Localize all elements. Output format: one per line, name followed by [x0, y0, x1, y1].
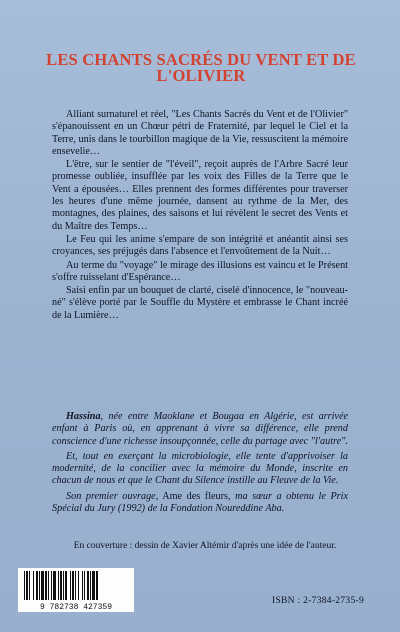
barcode-bar — [84, 571, 85, 600]
blurb — [52, 109, 348, 323]
barcode-bar — [24, 571, 25, 600]
blurb-paragraph: Saisi enfin par un bouquet de clarté, ciselé d'innocence, le "nouveau-né" s'élève porté par le Souffle du Mystère et embrasse le Chant incréé de la Lumière… — [52, 285, 348, 321]
bio-paragraph — [52, 411, 348, 448]
barcode-bar — [72, 571, 74, 600]
barcode-bar — [51, 571, 52, 600]
barcode-bar — [90, 571, 91, 600]
barcode-bar — [33, 571, 34, 600]
barcode-bar — [65, 571, 67, 600]
barcode-bar — [70, 571, 71, 600]
barcode-bar — [53, 571, 56, 600]
barcode-icon — [18, 568, 134, 612]
barcode-bar — [60, 571, 62, 600]
isbn: ISBN : 2-7384-2735-9 — [272, 596, 365, 606]
blurb-paragraph: Alliant surnaturel et réel, "Les Chants Sacrés du Vent et de l'Olivier" s'épanouissent en un Chœur pétri de Fraternité, par lequel le Ciel et la Terre, unis dans le tourbillon magique de la Vie, ressuscitent la mémoire ensevelie… — [52, 109, 348, 157]
barcode-bar — [82, 571, 83, 600]
blurb-paragraph: Au terme du "voyage" le mirage des illusions est vaincu et le Présent s'offre ruisselant d'Espérance… — [52, 259, 348, 283]
barcode-bar — [58, 571, 59, 600]
blurb-paragraph: Le Feu qui les anime s'empare de son intégrité et anéantit ainsi ses croyances, ses préjugés dans l'absence et l'envoûtement de la Nuit… — [52, 233, 348, 258]
barcode-bar — [45, 571, 47, 600]
barcode-bar — [36, 571, 38, 600]
barcode-bar — [63, 571, 64, 600]
bio-paragraph: Et, tout en exerçant la microbiologie, elle tente d'apprivoiser la modernité, de la concilier avec la mémoire du Monde, inscrite en chacun de nous et que le Chant du Silence instille au Fleuve de la Vie. — [52, 450, 348, 487]
barcode — [18, 568, 134, 612]
barcode-bar — [41, 571, 44, 600]
author-bio — [52, 411, 348, 518]
bio-text: , née entre Maoklane et Bougaa en Algérie, est arrivée enfant à Paris où, en apprenant à vivre sa différence, elle prend conscience d'une richesse insoupçonnée, celle du partage avec "l'autre". — [52, 411, 348, 447]
barcode-digits: 9 782738 427359 — [39, 603, 113, 612]
bio-paragraph — [52, 491, 348, 516]
barcode-bar — [48, 571, 49, 600]
book-reference: , Ame des fleurs, — [155, 490, 236, 502]
author-name: Hassina — [66, 411, 101, 422]
bio-text: Son premier ouvrage — [66, 490, 156, 502]
barcode-bar — [29, 571, 30, 600]
barcode-bar — [92, 571, 95, 600]
barcode-bar — [78, 571, 79, 600]
book-title: LES CHANTS SACRÉS DU VENT ET DE L'OLIVIER — [46, 50, 356, 85]
bio-text: ma sœur a obtenu le Prix Spécial du Jury (1992) de la Fondation Noureddine Aba. — [52, 490, 348, 515]
cover-credit: En couverture : dessin de Xavier Altémir d'après une idée de l'auteur. — [73, 541, 337, 551]
barcode-bar — [96, 571, 98, 600]
barcode-bar — [39, 571, 40, 600]
blurb-paragraph: L'être, sur le sentier de "l'éveil", reçoit auprès de l'Arbre Sacré leur promesse oubliée, insufflée par les voix des Filles de la Terre que le Vent a épousées… Elles prennent des formes différentes pour traverser les heures d'une même journée, dansent au rythme de la Mer, des montagnes, des plaines, des saisons et lui révèlent le secret des Vents et du Maître des Temps… — [52, 159, 348, 232]
barcode-bar — [87, 571, 89, 600]
barcode-bar — [26, 571, 28, 600]
barcode-bar — [75, 571, 76, 600]
